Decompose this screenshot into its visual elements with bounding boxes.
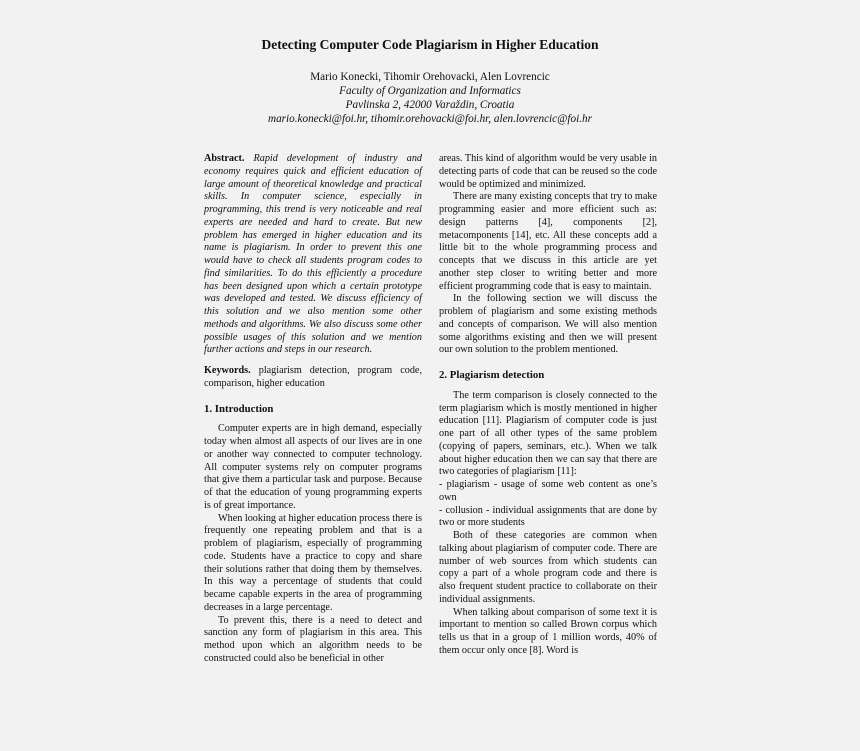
- intro-paragraph-2: When looking at higher education process there is frequently one repeating problem and that is a problem of plagiarism, especially of programming code. Students have a practice to copy and share their solutions rather that doing them by themselves. In this way a percentage of students that could became capable experts in the area of programming decreases in a large percentage.: [204, 512, 422, 613]
- section-heading-introduction: 1. Introduction: [204, 402, 274, 415]
- bullet-collusion: - collusion - individual assignments that are done by two or more students: [439, 504, 657, 529]
- intro-paragraph-4: There are many existing concepts that try to make programming easier and more efficient such as: design patterns [4], components [2], metacomponents [14], etc. All these concepts add a little bit to the whole programming process and concepts that we discuss in this article are yet another step closer to writing better and more efficient programming code that is easy to maintain.: [439, 191, 657, 292]
- section2-paragraph-1: The term comparison is closely connected to the term plagiarism which is mostly mentioned in higher education [11]. Plagiarism of computer code is just one part of all other types of the same problem (copying of papers, seminars, etc.). When we talk about higher education then we can say that there are two categories of plagiarism [11]:: [439, 389, 657, 478]
- section2-paragraph-3: When talking about comparison of some text it is important to mention so called Brown corpus which tells us that in a group of 1 million words, 40% of them occur only once [8]. Word is: [439, 606, 657, 656]
- author-block: [0, 70, 860, 126]
- keywords: [204, 365, 422, 391]
- section-heading-plagiarism-detection: 2. Plagiarism detection: [439, 369, 545, 381]
- keywords-text: plagiarism detection, program code, comparison, higher education: [204, 365, 422, 389]
- abstract-label: Abstract.: [204, 153, 245, 164]
- keywords-label: Keywords.: [204, 365, 251, 376]
- author-emails: mario.konecki@foi.hr, tihomir.orehovacki@foi.hr, alen.lovrencic@foi.hr: [268, 113, 592, 125]
- abstract-text: Rapid development of industry and economy requires quick and efficient education of large amount of theoretical knowledge and practical skills. In computer science, especially in programming, this trend is very noticeable and real experts are needed and hard to create. But new problem has emerged in higher education and its name is plagiarism. In order to prevent this one would have to check all students program codes to find similarities. To do this efficiently a procedure has been designed upon which a certain prototype was developed and tested. We discuss efficiency of this solution and we also mention some other methods and algorithms. We also discuss some other possible usages of this solution and we mention further actions and steps in our research.: [204, 153, 423, 356]
- bullet-plagiarism: - plagiarism - usage of some web content as one’s own: [439, 479, 657, 503]
- left-column: [204, 153, 422, 666]
- abstract: [204, 153, 422, 357]
- intro-paragraph-3: To prevent this, there is a need to detect and sanction any form of plagiarism in this area. This method upon which an algorithm needs to be constructed could also be beneficial in other: [204, 614, 422, 664]
- address: Pavlinska 2, 42000 Varaždin, Croatia: [345, 99, 515, 111]
- section2-paragraph-2: Both of these categories are common when talking about plagiarism of computer code. There are number of web sources from which students can copy a part of a whole program code and there is also frequent student practice to collaborate on their individual assignments.: [439, 530, 657, 605]
- intro-paragraph-1: Computer experts are in high demand, especially today when almost all aspects of our lives are in one or another way connected to computer technology. All computer systems rely on computer programs that give them a particular task and purpose. Because of that the education of young programming experts is of great importance.: [204, 423, 422, 511]
- intro-paragraph-5: In the following section we will discuss the problem of plagiarism and some existing methods and concepts of comparison. We will also mention some algorithms existing and then we will present our own solution to the problem mentioned.: [439, 293, 657, 356]
- author-names: Mario Konecki, Tihomir Orehovacki, Alen Lovrencic: [310, 71, 550, 83]
- affiliation: Faculty of Organization and Informatics: [339, 85, 521, 97]
- paper-title: Detecting Computer Code Plagiarism in Higher Education: [261, 37, 599, 52]
- continued-paragraph: areas. This kind of algorithm would be very usable in detecting parts of code that can be reused so the code would be optimized and minimized.: [439, 153, 657, 190]
- right-column: [439, 153, 657, 658]
